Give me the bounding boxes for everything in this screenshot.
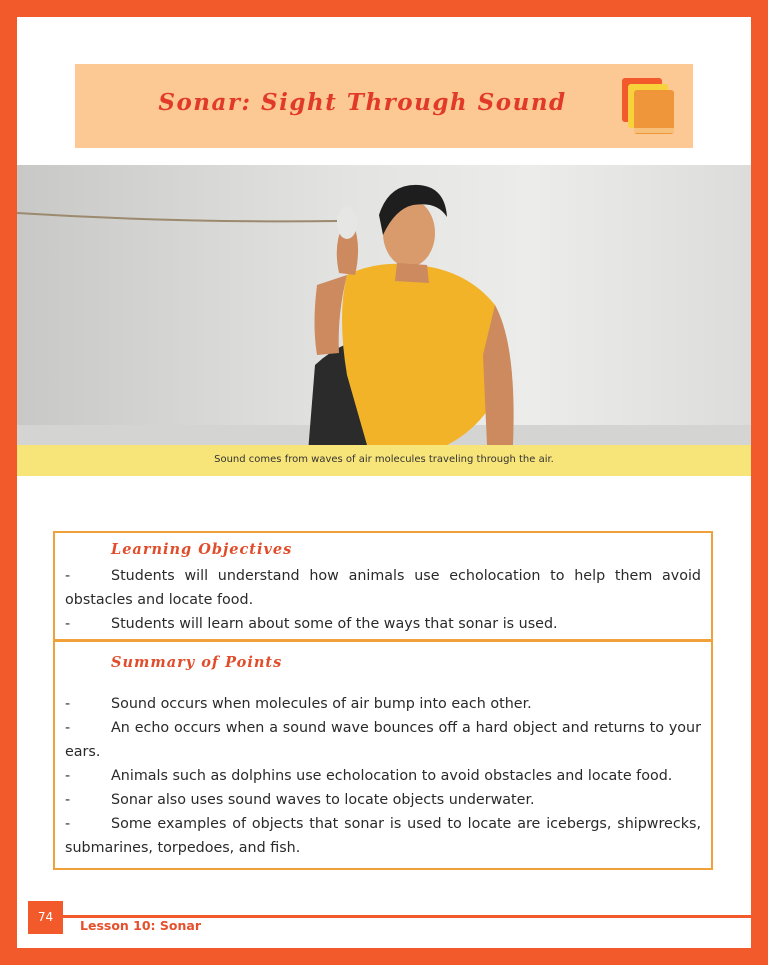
summary-heading: Summary of Points xyxy=(111,654,283,671)
hero-photo xyxy=(17,165,751,445)
bullet-dash: - xyxy=(65,696,71,712)
bullet-dash: - xyxy=(65,816,71,832)
page-number-box xyxy=(28,901,63,934)
list-item: - Sound occurs when molecules of air bump into each other. xyxy=(65,692,701,716)
page xyxy=(17,17,751,948)
lesson-label: Lesson 10: Sonar xyxy=(80,918,201,933)
caption-band xyxy=(17,445,751,476)
list-item: - An echo occurs when a sound wave bounces off a hard object and returns to your ears. xyxy=(65,716,701,764)
photo-caption: Sound comes from waves of air molecules traveling through the air. xyxy=(214,454,554,465)
summary-box xyxy=(53,640,713,870)
photo-illustration xyxy=(17,165,751,445)
list-item: - Sonar also uses sound waves to locate objects underwater. xyxy=(65,788,701,812)
list-item: - Students will learn about some of the ways that sonar is used. xyxy=(65,612,701,636)
list-item: - Some examples of objects that sonar is used to locate are icebergs, shipwrecks, submarines, torpedoes, and fish. xyxy=(65,812,701,860)
learning-objectives-box xyxy=(53,531,713,641)
list-item: - Students will understand how animals use echolocation to help them avoid obstacles and locate food. xyxy=(65,564,701,612)
title-band xyxy=(75,64,693,148)
bullet-dash: - xyxy=(65,568,71,584)
book-stack-icon xyxy=(620,76,680,138)
bullet-dash: - xyxy=(65,720,71,736)
bullet-dash: - xyxy=(65,768,71,784)
bullet-dash: - xyxy=(65,792,71,808)
list-item: - Animals such as dolphins use echolocation to avoid obstacles and locate food. xyxy=(65,764,701,788)
page-number: 74 xyxy=(37,910,54,924)
bullet-dash: - xyxy=(65,616,71,632)
page-title: Sonar: Sight Through Sound xyxy=(158,89,567,116)
learning-objectives-heading: Learning Objectives xyxy=(111,541,293,558)
